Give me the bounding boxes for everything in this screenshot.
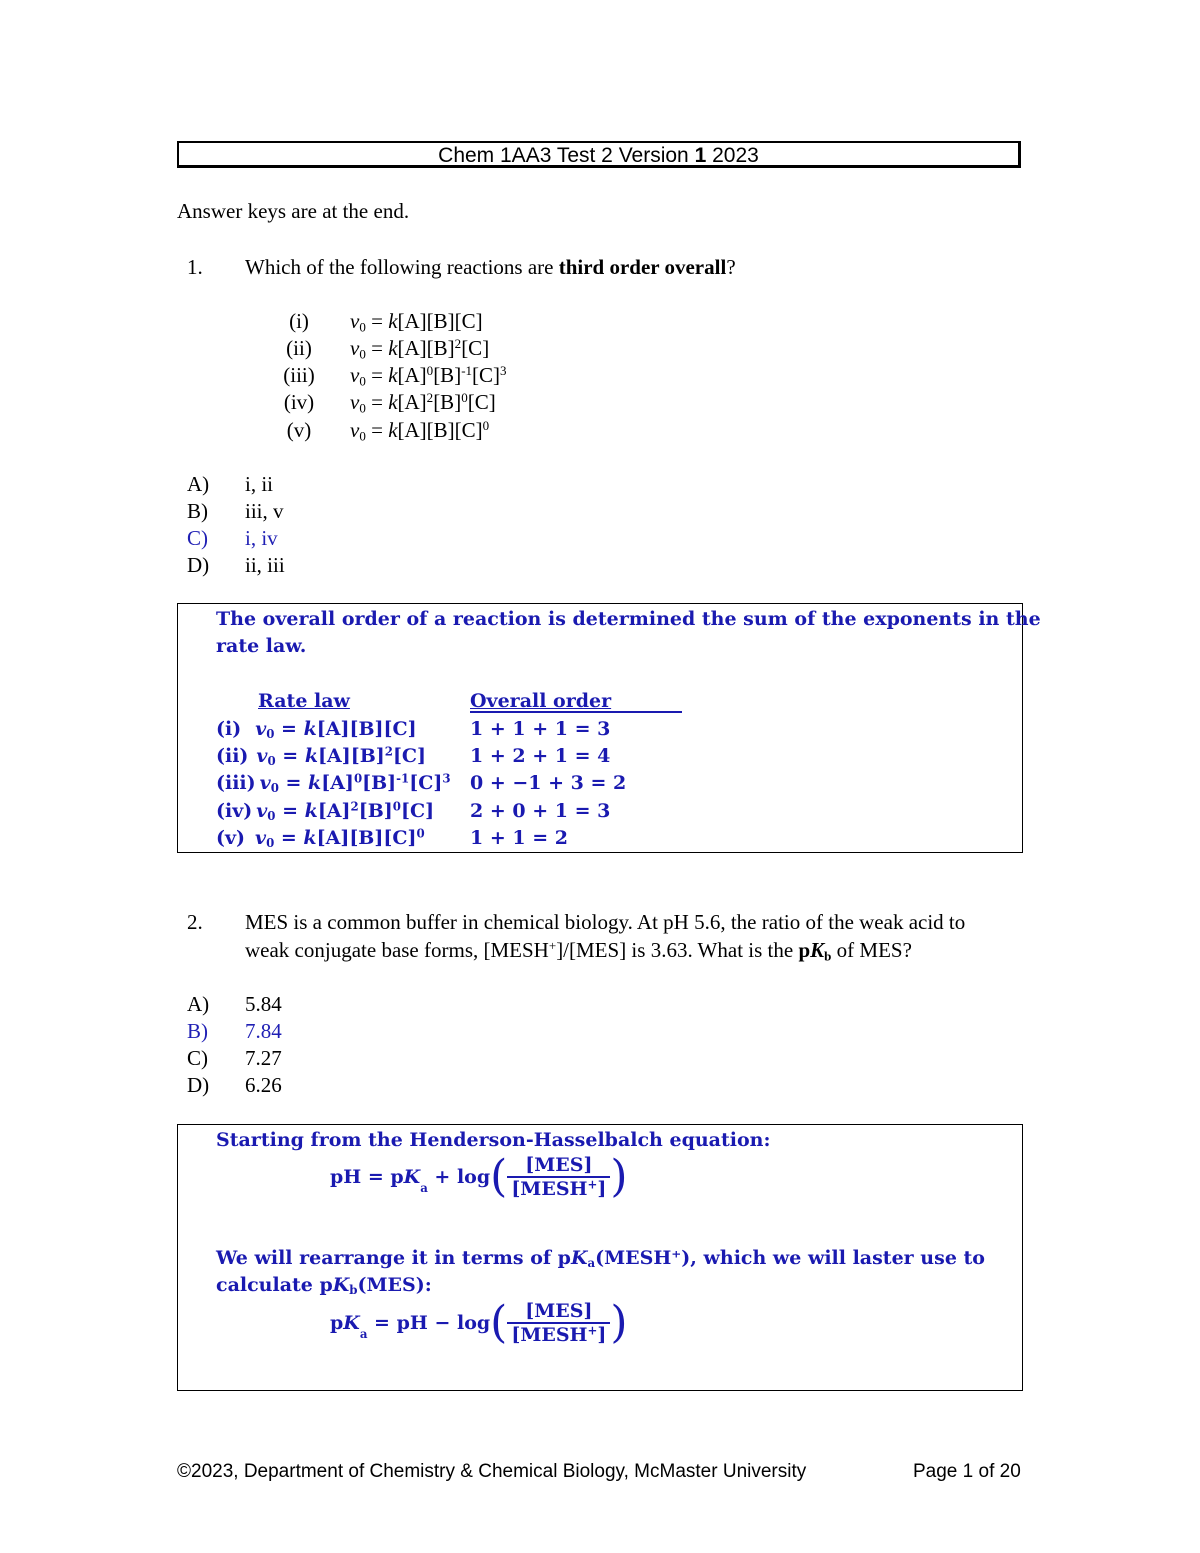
footer-copyright: ©2023, Department of Chemistry & Chemical Biology, McMaster University [177, 1461, 807, 1482]
reaction-label: (v) [286, 418, 312, 442]
option-letter-correct: C) [187, 526, 208, 550]
option-letter: D) [187, 553, 210, 577]
reaction-label: (ii) [286, 336, 312, 360]
q1-number: 1. [187, 255, 203, 279]
option-letter: A) [187, 992, 210, 1016]
sol-order: 2 + 0 + 1 = 3 [470, 800, 611, 822]
reaction-law: $v_0 = k[A][B]^2[C]$ [350, 335, 490, 362]
henderson-hasselbalch-equation: pH = $pK_a + \log$( $\frac{\text{[MES]}}{[MESH^+]}$ ) [330, 1151, 628, 1202]
sol-row: (iii) $v_0 = k[A]^0[B]^{-1}[C]^3$ [216, 771, 451, 795]
option-letter-correct: B) [187, 1019, 208, 1043]
reaction-label: (iii) [283, 363, 315, 387]
option-text: ii, iii [245, 553, 285, 577]
option-text: 5.84 [245, 992, 282, 1016]
sol-order: 1 + 1 + 1 = 3 [470, 718, 611, 740]
intro-text: Answer keys are at the end. [177, 199, 410, 223]
q2-solution-line3: calculate $pK_b(MES)$: [216, 1274, 432, 1297]
option-text: iii, v [245, 499, 284, 523]
reaction-law: $v_0 = k[A]^2[B]^0[C]$ [350, 389, 496, 416]
sol-row: (iv) $v_0 = k[A]^2[B]^0[C]$ [216, 799, 435, 823]
sol-order: 1 + 1 = 2 [470, 827, 568, 849]
q2-text-line2: weak conjugate base forms, [MESH+]/[MES] is 3.63. What is the $pK_b$ of MES? [245, 937, 912, 964]
q1-solution-line1: The overall order of a reaction is determined the sum of the exponents in the [216, 608, 1041, 630]
sol-row: (ii) $v_0 = k[A][B]^2[C]$ [216, 744, 427, 768]
q2-solution-line2: We will rearrange it in terms of $pK_a(MESH^+)$, which we will laster use to [216, 1247, 985, 1270]
reaction-label: (iv) [283, 390, 315, 414]
q1-solution-line2: rate law. [216, 635, 307, 657]
option-letter: B) [187, 499, 208, 523]
option-text: 7.27 [245, 1046, 282, 1070]
q1-text: Which of the following reactions are third order overall? [245, 255, 736, 279]
col-header-order: Overall order [470, 690, 612, 712]
page-title: Chem 1AA3 Test 2 Version 1 2023 [177, 141, 1021, 168]
option-text: i, ii [245, 472, 274, 496]
option-text-correct: i, iv [245, 526, 278, 550]
sol-order: 1 + 2 + 1 = 4 [470, 745, 611, 767]
q2-text-line1: MES is a common buffer in chemical biology. At pH 5.6, the ratio of the weak acid to [245, 910, 966, 934]
sol-row: (i) $v_0 = k[A][B][C]$ [216, 718, 417, 741]
q2-number: 2. [187, 910, 203, 934]
sol-order: 0 + −1 + 3 = 2 [470, 772, 627, 794]
reaction-law: $v_0 = k[A][B][C]$ [350, 309, 483, 335]
footer-page-number: Page 1 of 20 [913, 1461, 1021, 1482]
col-header-rate-law: Rate law [258, 690, 350, 712]
pka-rearranged-equation: $pK_a$ = pH − log( $\frac{\text{[MES]}}{[MESH^+]}$ ) [330, 1297, 628, 1348]
option-letter: A) [187, 472, 210, 496]
sol-row: (v) $v_0 = k[A][B][C]^0$ [216, 826, 425, 850]
option-text-correct: 7.84 [245, 1019, 282, 1043]
reaction-law: $v_0 = k[A][B][C]^0$ [350, 417, 490, 444]
option-text: 6.26 [245, 1073, 282, 1097]
q2-solution-line1: Starting from the Henderson-Hasselbalch equation: [216, 1129, 771, 1151]
option-letter: D) [187, 1073, 210, 1097]
option-letter: C) [187, 1046, 208, 1070]
header-underline [470, 711, 682, 713]
reaction-label: (i) [289, 309, 309, 333]
reaction-law: $v_0 = k[A]^0[B]^{-1}[C]^3$ [350, 362, 507, 389]
